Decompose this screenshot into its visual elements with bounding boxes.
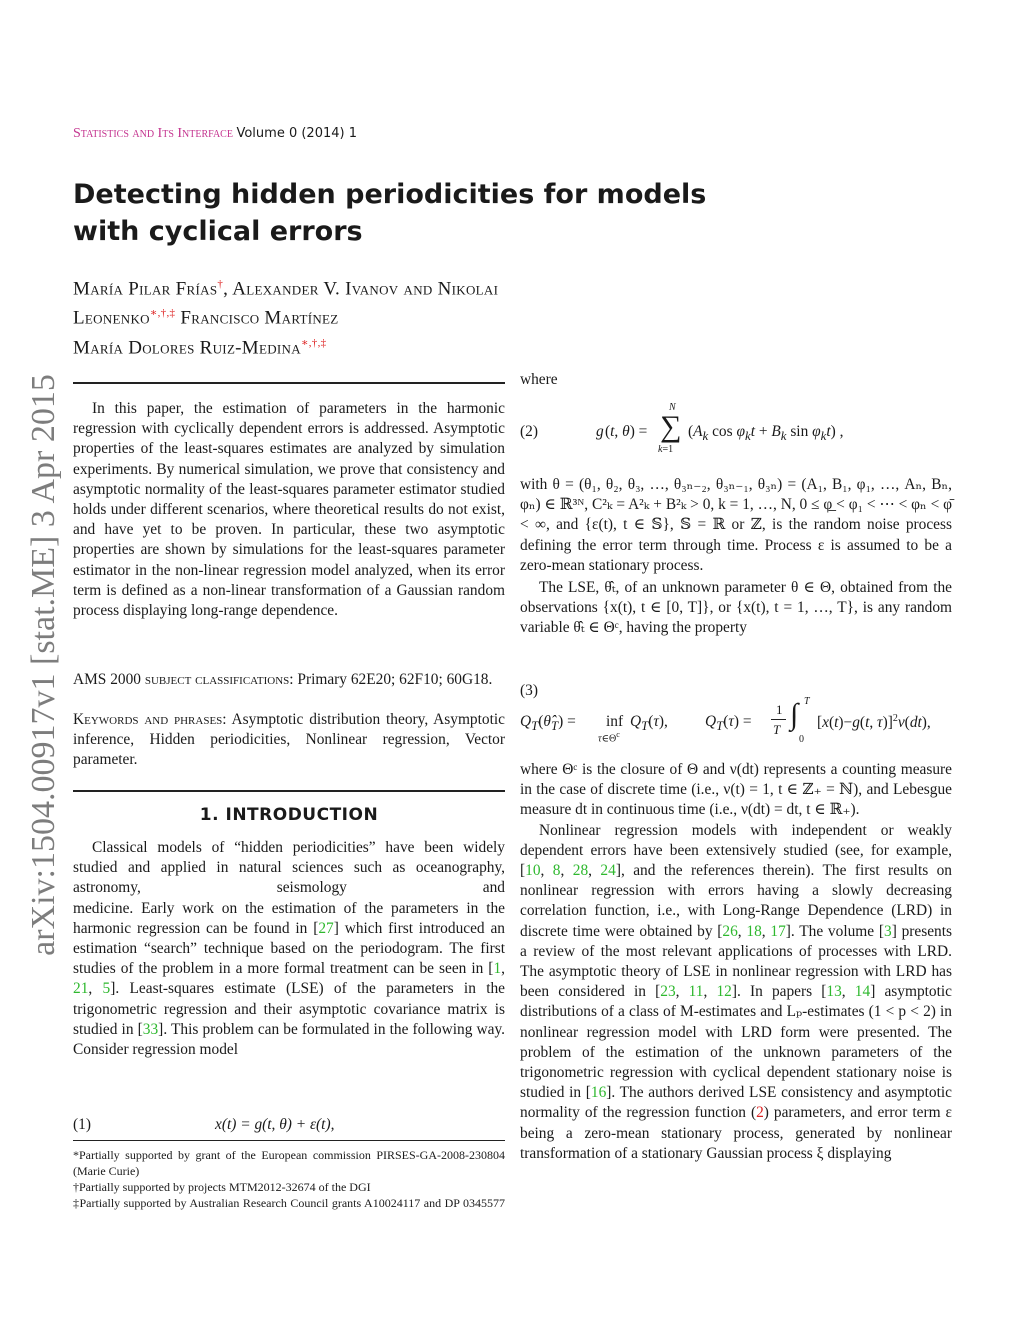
- author-ruiz-medina: María Dolores Ruiz-Medina: [73, 336, 301, 358]
- citation-13[interactable]: 13: [826, 983, 842, 1001]
- citation-26[interactable]: 26: [722, 922, 738, 940]
- citation-23[interactable]: 23: [660, 983, 676, 1001]
- citation-3[interactable]: 3: [883, 922, 892, 940]
- equation-3-number: (3): [520, 682, 538, 699]
- keywords-text: Asymptotic distribution theory, Asymptotic inference, Hidden periodicities, Nonlinear regression, Vector parameter.: [73, 711, 505, 769]
- footnotes: [73, 1147, 505, 1211]
- citation-8[interactable]: 8: [552, 862, 561, 880]
- equation-1: x(t) = g(t, θ) + ε(t),: [215, 1116, 335, 1133]
- intro-paragraph-cont: medicine. Early work on the estimation of the parameters in the harmonic regression can be found in [27] which first introduced an estimation “search” technique based on the periodogram. The first studies of the problem in a more formal treatment can be seen in [1, 21, 5]. Least-squares estimate (LSE) of the parameters in the trigonometric regression and their asymptotic covariance matrix is studied in [33]. This problem can be formulated in the following way. Consider regression model: [73, 899, 505, 1059]
- equation-3: $Q_T(\thetâ_T)$ = inf $\tau\in\Theta^c$ $Q_T(\tau)$, $Q_T(\tau)$ = 1 T ∫ T 0 [x(t)−g(t, τ)]$^2$ν(dt),: [520, 696, 931, 745]
- citation-11[interactable]: 11: [688, 983, 704, 1001]
- abstract-top-rule: [73, 382, 505, 384]
- msc-classification: [73, 670, 505, 690]
- author-mark[interactable]: ∗,†,‡: [300, 336, 327, 349]
- author-list: [73, 272, 673, 360]
- author-leonenko: Leonenko: [73, 307, 150, 329]
- citation-24[interactable]: 24: [600, 862, 616, 880]
- footnote-1: *Partially supported by grant of the European commission PIRSES-GA-2008-230804 (Marie Curie): [73, 1148, 505, 1178]
- abstract: [73, 399, 505, 621]
- parameter-definition: [520, 475, 952, 639]
- msc-label: AMS 2000 subject classifications:: [73, 671, 294, 688]
- paper-title: Detecting hidden periodicities for models with cyclical errors: [73, 179, 707, 247]
- footnote-rule: [73, 1140, 505, 1141]
- keywords: [73, 710, 505, 771]
- citation-1[interactable]: 1: [493, 960, 502, 978]
- lse-paragraph: The LSE, θ̂ₜ, of an unknown parameter θ ∈ Θ, obtained from the observations {x(t), t ∈ [0, T]}, or {x(t), t = 1, …, T}, is any random variable θ̂ₜ ∈ Θᶜ, having the property: [520, 579, 952, 637]
- citation-18[interactable]: 18: [746, 922, 762, 940]
- citation-12[interactable]: 12: [716, 983, 732, 1001]
- abstract-bottom-rule: [73, 790, 505, 792]
- journal-header: [73, 126, 357, 142]
- citation-21[interactable]: 21: [73, 980, 89, 998]
- closure-paragraph: where Θᶜ is the closure of Θ and ν(dt) represents a counting measure in the case of discrete time (i.e., ν(t) = 1, t ∈ ℤ₊ = ℕ), and Lebesgue measure dt in continuous time (i.e., ν(dt) = dt, t ∈ ℝ₊).: [520, 761, 952, 819]
- section-heading-introduction: 1. INTRODUCTION: [199, 805, 379, 825]
- citation-33[interactable]: 33: [142, 1020, 159, 1038]
- author-mark[interactable]: ∗,†,‡: [149, 307, 176, 320]
- citation-10[interactable]: 10: [525, 862, 541, 880]
- author-frias: María Pilar Frías: [73, 278, 218, 300]
- nonlinear-paragraph: Nonlinear regression models with independent or weakly dependent errors have been extensively studied (see, for example, [10, 8, 28, 24], and the references therein). The first results on nonlinear regression with errors having a slowly decreasing correlation function, i.e., with Long-Range Dependence (LRD) in discrete time were obtained by [26, 18, 17]. The volume [3] presents a review of the most relevant applications of processes with LRD. The asymptotic theory of LSE in nonlinear regression with LRD has been considered in [23, 11, 12]. In papers [13, 14] asymptotic distributions of a class of M-estimates and Lₚ-estimates (1 < p < 2) in nonlinear regression model with LRD form were presented. The problem of the estimation of the unknown parameters of the trigonometric regression with cyclical dependent stationary noise is studied in [16]. The authors derived LSE consistency and asymptotic normality of the regression function (2) parameters, and error term ε being a zero-mean stationary process, generated by nonlinear transformation of a stationary Gaussian process ξ displaying: [520, 821, 953, 1162]
- abstract-text: In this paper, the estimation of parameters in the harmonic regression with cyclically dependent errors is addressed. Asymptotic properties of the least-squares estimates are analyzed by simulation experiments. By numerical simulation, we prove that consistency and asymptotic normality of the least-squares parameter estimator studied holds under different scenarios, where theoretical results do not exist, and have yet to be proven. In particular, these two asymptotic properties are shown by simulations for the least-squares parameter estimator in the non-linear regression model analyzed, when its error term is defined as a non-linear transformation of a Gaussian random process displaying long-range dependence.: [73, 400, 505, 620]
- journal-name[interactable]: Statistics and Its Interface: [73, 126, 233, 141]
- with-paragraph: with θ = (θ₁, θ₂, θ₃, …, θ₃ₙ₋₂, θ₃ₙ₋₁, θ₃ₙ) = (A₁, B₁, φ₁, …, Aₙ, Bₙ, φₙ) ∈ ℝ³ᴺ, C²ₖ = A²ₖ + B²ₖ > 0, k = 1, …, N, 0 ≤ φ̲ < φ₁ < ⋯ < φₙ < φ̄ < ∞, and {ε(t), t ∈ 𝕊}, 𝕊 = ℝ or ℤ, is the random noise process defining the error term through time. Process ε is assumed to be a zero-mean stationary process.: [520, 476, 952, 574]
- citation-27[interactable]: 27: [318, 919, 334, 937]
- citation-14[interactable]: 14: [854, 983, 871, 1001]
- citation-17[interactable]: 17: [770, 922, 786, 940]
- footnote-3: ‡Partially supported by Australian Research Council grants A10024117 and DP 0345577: [73, 1196, 505, 1210]
- right-body: [520, 760, 952, 1164]
- keywords-label: Keywords and phrases:: [73, 711, 227, 728]
- citation-28[interactable]: 28: [572, 862, 589, 880]
- journal-volume: Volume 0 (2014) 1: [236, 126, 357, 141]
- author-martinez: Francisco Martínez: [175, 307, 339, 329]
- citation-16[interactable]: 16: [590, 1084, 607, 1102]
- author-mark[interactable]: †: [217, 278, 224, 290]
- equation-ref-2[interactable]: 2: [756, 1104, 764, 1122]
- equation-2-number: (2): [520, 423, 538, 440]
- where-label: where: [520, 371, 558, 388]
- citation-5[interactable]: 5: [102, 980, 111, 998]
- intro-paragraph-start: Classical models of “hidden periodicities” have been widely studied and applied in natural sciences such as oceanography, astronomy, seismology and: [73, 839, 505, 897]
- arxiv-id: arXiv:1504.00917v1 [stat.ME] 3 Apr 2015: [25, 374, 62, 956]
- footnote-2: †Partially supported by projects MTM2012-32674 of the DGI: [73, 1180, 371, 1194]
- equation-2: g (t, θ) = N ∑ k=1 ($A_k$ $\cos \varphi_kt + B_k$ $\sin \varphi_kt$) ,: [596, 402, 844, 455]
- arxiv-stamp: [14, 355, 74, 975]
- author-names: , Alexander V. Ivanov and Nikolai: [223, 278, 499, 300]
- msc-codes: Primary 62E20; 62F10; 60G18.: [293, 671, 493, 688]
- introduction-body: [73, 838, 505, 1060]
- equation-1-number: (1): [73, 1116, 91, 1133]
